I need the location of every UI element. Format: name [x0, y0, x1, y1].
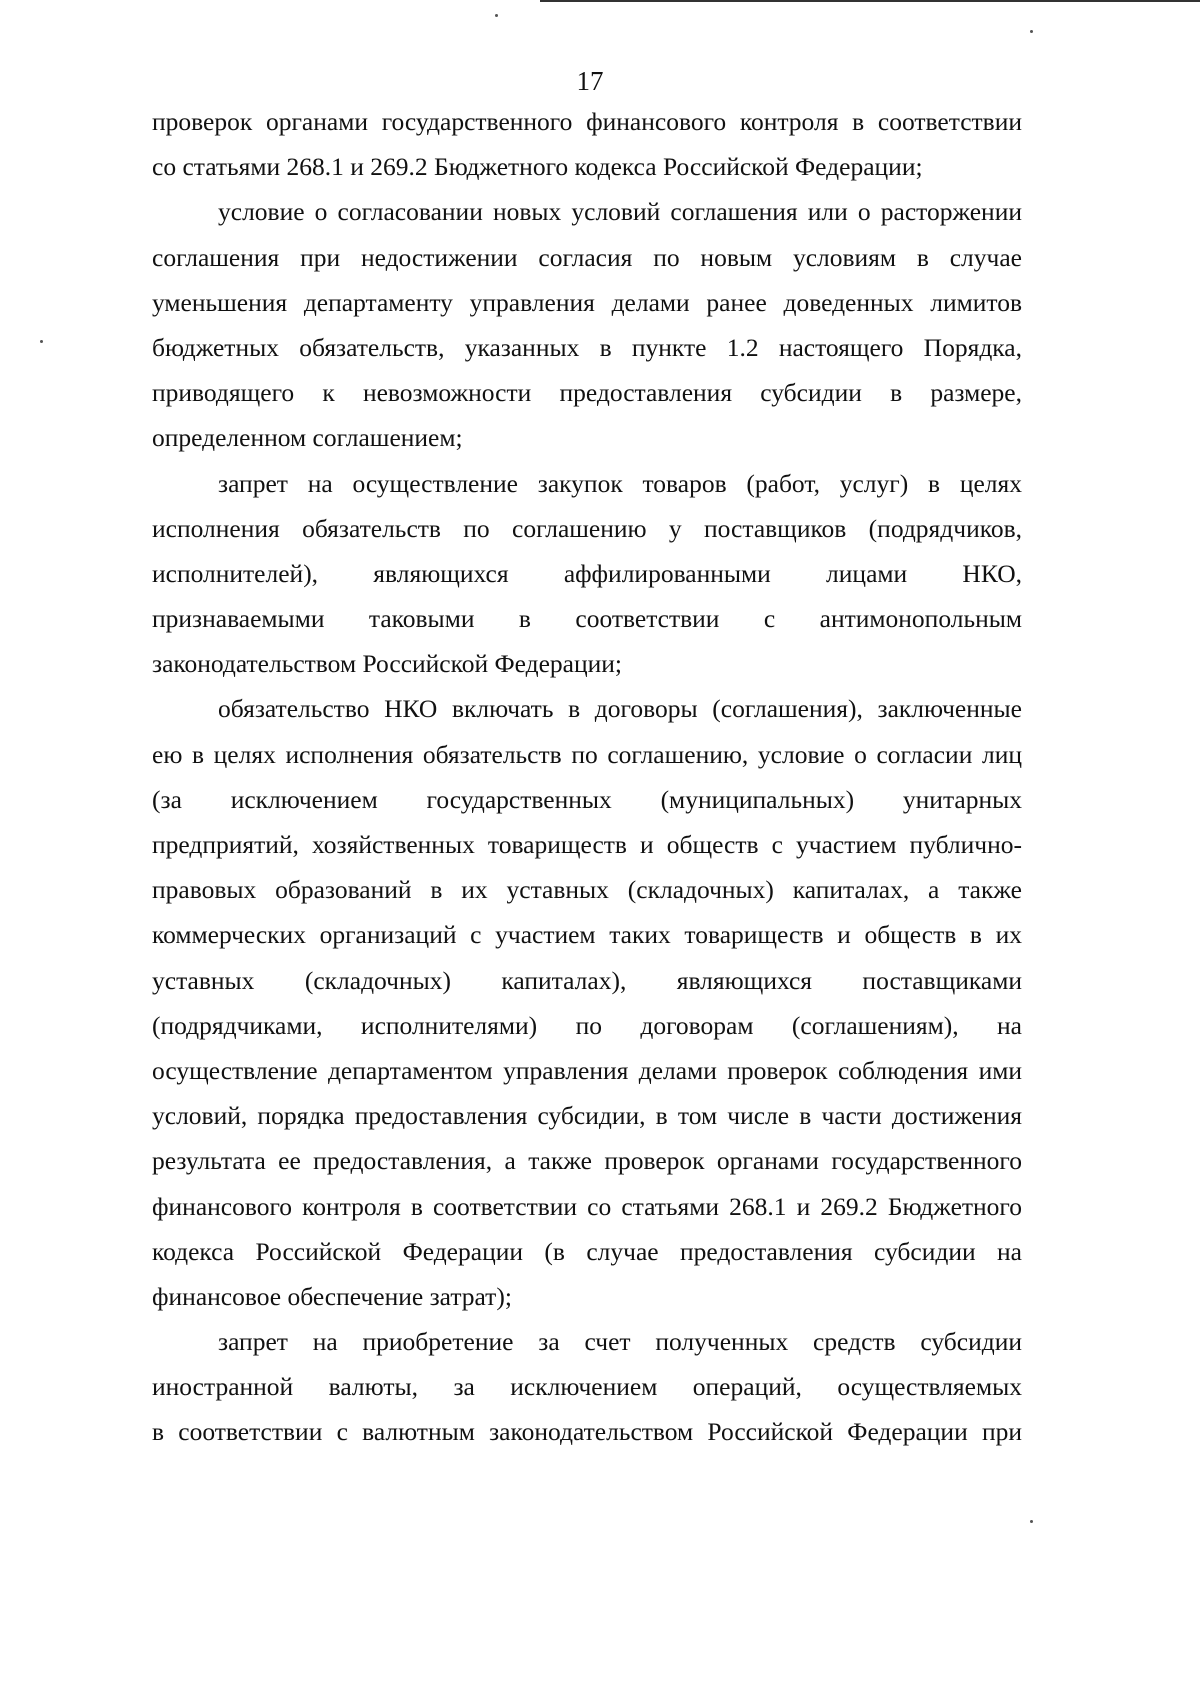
text-line: иностранной валюты, за исключением операций, осуществляемых	[152, 1372, 1022, 1402]
text-line: (подрядчиками, исполнителями) по договорам (соглашениям), на	[152, 1010, 1022, 1040]
text-line: коммерческих организаций с участием таких товариществ и обществ в их	[152, 920, 1022, 950]
page-number: 17	[576, 66, 604, 96]
scan-speck	[495, 14, 498, 17]
text-line: обязательство НКО включать в договоры (соглашения), заключенные	[218, 694, 1022, 724]
text-line: соглашения при недостижении согласия по новым условиям в случае	[152, 242, 1022, 272]
text-line: признаваемыми таковыми в соответствии с антимонопольным	[152, 604, 1022, 634]
text-line: предприятий, хозяйственных товариществ и обществ с участием публично-	[152, 830, 1022, 859]
text-line: исполнения обязательств по соглашению у поставщиков (подрядчиков,	[152, 513, 1022, 543]
text-line: правовых образований в их уставных (складочных) капиталах, а также	[152, 875, 1022, 905]
text-line: исполнителей), являющихся аффилированными лицами НКО,	[152, 558, 1022, 588]
paragraph	[152, 189, 1022, 460]
paragraph	[152, 686, 1022, 1319]
paragraph	[152, 461, 1022, 687]
text-line: приводящего к невозможности предоставления субсидии в размере,	[152, 378, 1022, 408]
text-line: уставных (складочных) капиталах), являющихся поставщиками	[152, 965, 1022, 995]
text-line: законодательством Российской Федерации;	[152, 649, 623, 679]
text-line: запрет на осуществление закупок товаров (работ, услуг) в целях	[218, 468, 1022, 498]
text-line: в соответствии с валютным законодательством Российской Федерации при	[152, 1417, 1022, 1447]
text-line: бюджетных обязательств, указанных в пункте 1.2 настоящего Порядка,	[152, 332, 1022, 362]
text-line: со статьями 268.1 и 269.2 Бюджетного кодекса Российской Федерации;	[152, 152, 923, 182]
text-line: определенном соглашением;	[152, 423, 463, 453]
scan-edge-line	[540, 0, 1200, 2]
scan-speck	[1030, 1520, 1033, 1523]
text-line: финансовое обеспечение затрат);	[152, 1281, 512, 1311]
text-line: (за исключением государственных (муниципальных) унитарных	[152, 784, 1022, 814]
document-body	[152, 99, 1022, 1455]
text-line: проверок органами государственного финансового контроля в соответствии	[152, 107, 1022, 136]
text-line: осуществление департаментом управления делами проверок соблюдения ими	[152, 1055, 1022, 1085]
scan-speck	[1030, 30, 1033, 33]
text-line: результата ее предоставления, а также проверок органами государственного	[152, 1146, 1022, 1176]
paragraph	[152, 99, 1022, 189]
text-line: ею в целях исполнения обязательств по соглашению, условие о согласии лиц	[152, 739, 1022, 769]
text-line: финансового контроля в соответствии со статьями 268.1 и 269.2 Бюджетного	[152, 1191, 1022, 1221]
paragraph	[152, 1319, 1022, 1455]
text-line: кодекса Российской Федерации (в случае предоставления субсидии на	[152, 1236, 1022, 1266]
text-line: уменьшения департаменту управления делами ранее доведенных лимитов	[152, 287, 1022, 317]
text-line: условие о согласовании новых условий соглашения или о расторжении	[218, 197, 1022, 227]
text-line: запрет на приобретение за счет полученных средств субсидии	[218, 1327, 1022, 1357]
scan-speck	[40, 340, 43, 343]
text-line: условий, порядка предоставления субсидии, в том числе в части достижения	[152, 1101, 1022, 1131]
